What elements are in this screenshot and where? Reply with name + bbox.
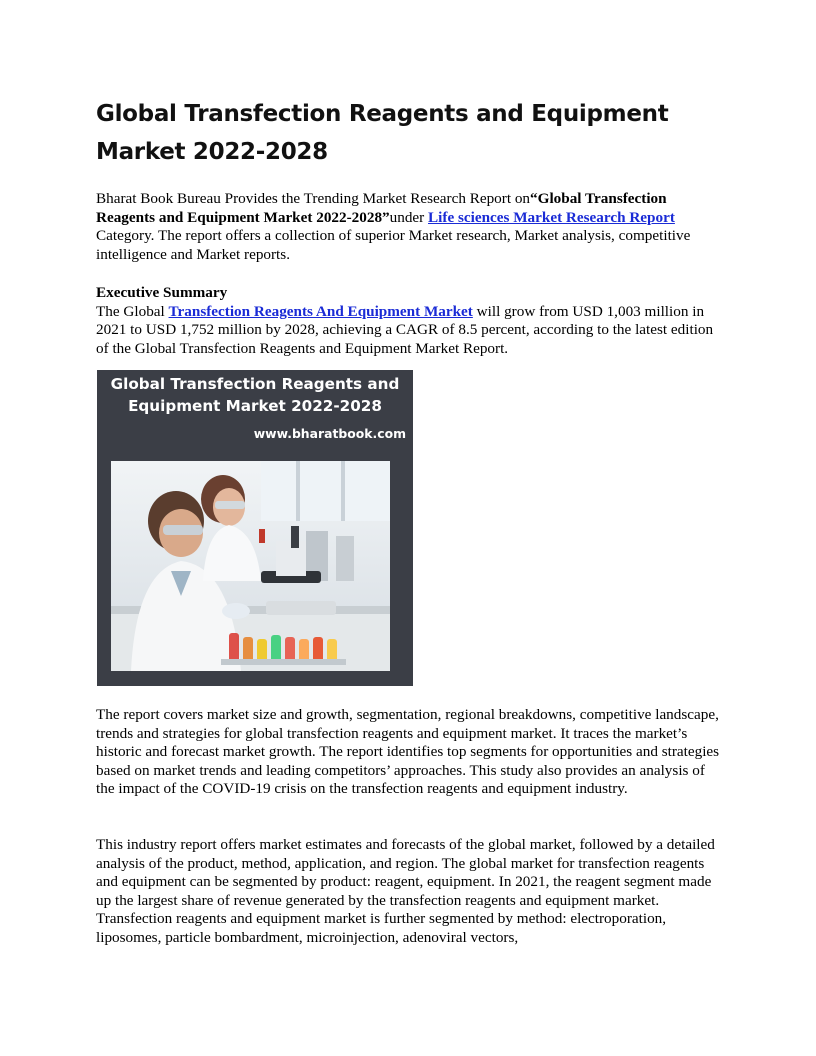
banner-title: Global Transfection Reagents and Equipment Market 2022-2028 [110, 375, 400, 415]
report-banner-image [97, 370, 413, 686]
intro-paragraph [96, 190, 722, 264]
banner-url: www.bharatbook.com [253, 426, 406, 441]
executive-summary [96, 284, 722, 358]
lab-photo-illustration [111, 461, 390, 671]
market-link[interactable]: Transfection Reagents And Equipment Market [168, 302, 473, 320]
page-title: Global Transfection Reagents and Equipment Market 2022-2028 [96, 101, 669, 165]
coverage-paragraph: The report covers market size and growth, segmentation, regional breakdowns, competitive landscape, trends and strategies for global transfection reagents and equipment market. It traces the market’s historic and forecast market growth. The report identifies top segments for opportunities and strategies based on market trends and leading competitors’ approaches. This study also provides an analysis of the impact of the COVID-19 crisis on the transfection reagents and equipment industry. [96, 706, 720, 798]
intro-lead: Bharat Book Bureau Provides the Trending Market Research Report on [96, 190, 531, 207]
category-link[interactable]: Life sciences Market Research Report [428, 208, 675, 226]
summary-lead: The Global [96, 302, 169, 320]
executive-summary-heading: Executive Summary [96, 284, 228, 301]
intro-tail: Category. The report offers a collection of superior Market research, Market analysis, competitive intelligence and Market reports. [96, 227, 691, 263]
intro-report-name: “Global Transfection Reagents and Equipment Market 2022-2028” [96, 190, 667, 226]
lab-scientists-photo [111, 461, 390, 671]
summary-tail: will grow from USD 1,003 million in 2021 to USD 1,752 million by 2028, achieving a CAGR of 8.5 percent, according to the latest edition of the Global Transfection Reagents and Equipment Market Report. [96, 302, 714, 357]
intro-under: under [389, 208, 429, 226]
segments-paragraph: This industry report offers market estimates and forecasts of the global market, followed by a detailed analysis of the product, method, application, and region. The global market for transfection reagents and equipment can be segmented by product: reagent, equipment. In 2021, the reagent segment made up the largest share of revenue generated by the transfection reagents and equipment market. Transfection reagents and equipment market is further segmented by method: electroporation, liposomes, particle bombardment, microinjection, adenoviral vectors, [96, 836, 715, 946]
